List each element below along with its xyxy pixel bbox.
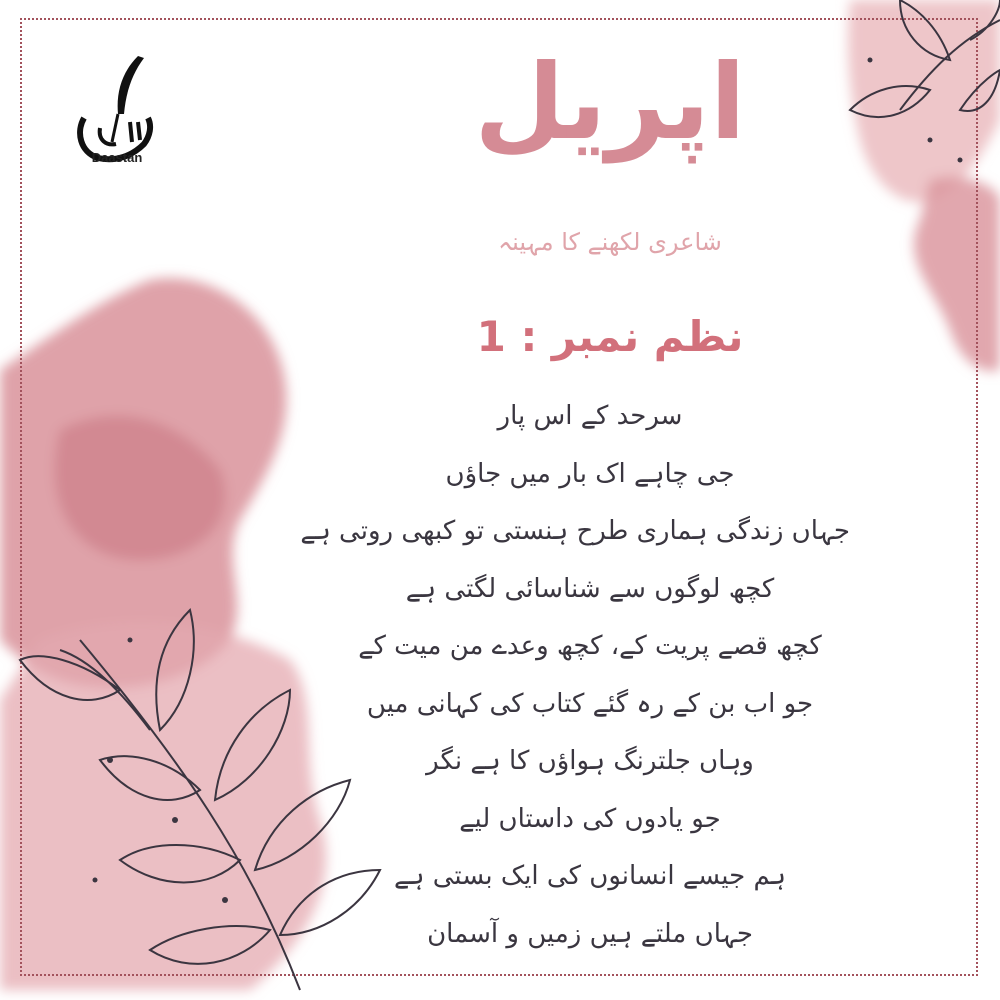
poem-title: نظم نمبر : 1	[476, 312, 744, 361]
page-title: اپریل	[474, 41, 746, 163]
logo-text: Daastan	[91, 150, 143, 165]
poem-line: جو یادوں کی داستاں لیے	[459, 803, 721, 834]
poem-line: کچھ قصے پریت کے، کچھ وعدے من میت کے	[358, 631, 822, 661]
poem-line: سرحد کے اس پار	[497, 401, 683, 431]
poem-line: کچھ لوگوں سے شناسائی لگتی ہے	[405, 573, 775, 604]
poem-body	[300, 388, 850, 963]
poem-line: جی چاہے اک بار میں جاؤں	[445, 458, 735, 489]
poem-line: ہم جیسے انسانوں کی ایک بستی ہے	[393, 861, 786, 891]
poem-line: جو اب بن کے رہ گئے کتاب کی کہانی میں	[366, 688, 814, 719]
page-subtitle: شاعری لکھنے کا مہینہ	[498, 228, 722, 256]
poem-line: جہاں ملتے ہیں زمیں و آسمان	[427, 918, 753, 949]
poem-line: جہاں زندگی ہماری طرح ہنستی تو کبھی روتی ہے	[300, 516, 850, 546]
poem-line: وہاں جلترنگ ہواؤں کا ہے نگر	[426, 746, 754, 776]
